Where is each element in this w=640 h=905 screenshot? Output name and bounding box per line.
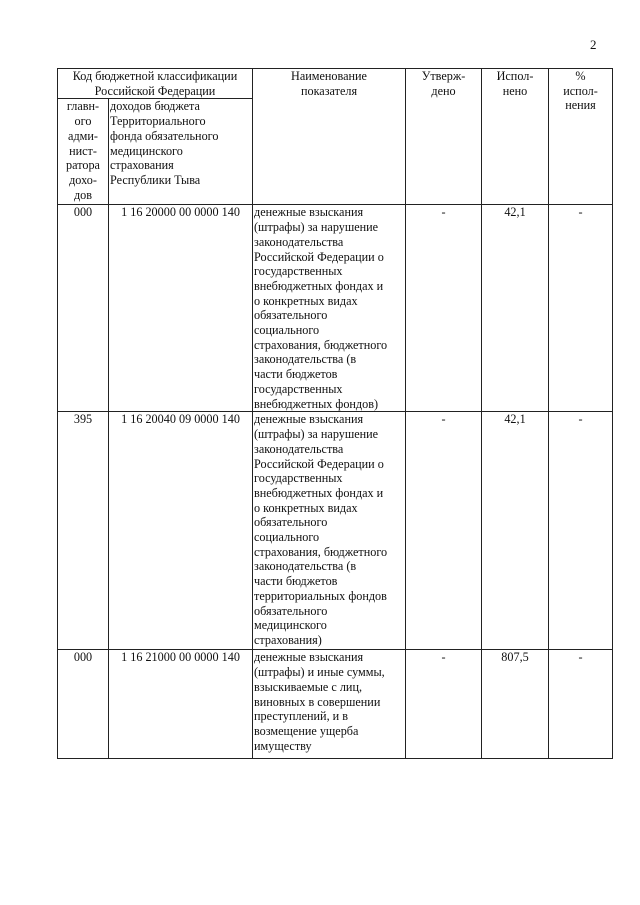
page-number: 2 — [590, 37, 597, 52]
income-code-cell: 1 16 20040 09 0000 140 — [109, 412, 253, 650]
kbk-group-header: Код бюджетной классификации Российской Федерации — [58, 69, 253, 99]
percent-cell: - — [549, 650, 613, 759]
income-code-header: доходов бюджета Территориального фонда обязательного медицинского страхования Республики Тыва — [109, 99, 253, 205]
executed-cell: 42,1 — [482, 412, 549, 650]
executed-cell: 807,5 — [482, 650, 549, 759]
percent-header: % испол- нения — [549, 69, 613, 205]
approved-header: Утверж- дено — [406, 69, 482, 205]
indicator-name-cell: денежные взыскания (штрафы) и иные суммы, взыскиваемые с лиц, виновных в совершении преступлений, и в возмещение ущерба имуществу — [253, 650, 406, 759]
indicator-name-cell: денежные взыскания (штрафы) за нарушение законодательства Российской Федерации о государственных внебюджетных фондах и о конкретных видах обязательного социального страхования, бюджетного законодательства (в части бюджетов государственных внебюджетных фондов) — [253, 205, 406, 412]
table-row — [58, 650, 613, 759]
name-header: Наименование показателя — [253, 69, 406, 205]
admin-code-cell: 000 — [58, 650, 109, 759]
admin-code-cell: 395 — [58, 412, 109, 650]
executed-header: Испол- нено — [482, 69, 549, 205]
executed-cell: 42,1 — [482, 205, 549, 412]
income-code-cell: 1 16 20000 00 0000 140 — [109, 205, 253, 412]
header-row-top — [58, 69, 613, 99]
admin-code-header: главн- ого адми- нист- ратора дохо- дов — [58, 99, 109, 205]
percent-cell: - — [549, 205, 613, 412]
approved-cell: - — [406, 650, 482, 759]
percent-cell: - — [549, 412, 613, 650]
admin-code-cell: 000 — [58, 205, 109, 412]
approved-cell: - — [406, 412, 482, 650]
indicator-name-cell: денежные взыскания (штрафы) за нарушение законодательства Российской Федерации о государственных внебюджетных фондах и о конкретных видах обязательного социального страхования, бюджетного законодательства (в части бюджетов территориальных фондов обязательного медицинского страхования) — [253, 412, 406, 650]
table-row — [58, 412, 613, 650]
table-row — [58, 205, 613, 412]
approved-cell: - — [406, 205, 482, 412]
budget-table — [57, 68, 613, 759]
income-code-cell: 1 16 21000 00 0000 140 — [109, 650, 253, 759]
